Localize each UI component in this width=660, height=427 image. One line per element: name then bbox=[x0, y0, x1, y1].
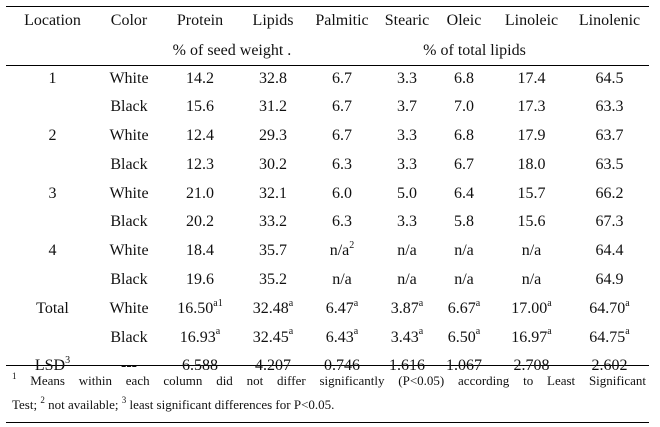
cell-location bbox=[6, 324, 99, 353]
cell-color: Black bbox=[110, 98, 148, 116]
superscript-mark: a bbox=[547, 326, 552, 338]
total-row bbox=[6, 295, 649, 324]
cell-linoleic: 15.6 bbox=[517, 213, 546, 231]
cell-linoleic: n/a bbox=[521, 271, 542, 289]
header-palmitic: Palmitic bbox=[315, 12, 369, 29]
cell-location: 1 bbox=[48, 69, 57, 87]
cell-lipids: 33.2 bbox=[259, 213, 287, 231]
superscript-mark: a bbox=[475, 297, 481, 309]
cell-palmitic: 6.7 bbox=[332, 127, 352, 145]
header-linolenic: Linolenic bbox=[578, 12, 641, 29]
cell-protein: 20.2 bbox=[186, 213, 214, 231]
table-footnote bbox=[12, 369, 646, 417]
cell-protein: 12.3 bbox=[186, 155, 214, 173]
cell-lipids: 31.2 bbox=[259, 98, 287, 116]
superscript-mark: a bbox=[625, 326, 630, 338]
footnote-bottom-rule bbox=[6, 422, 649, 423]
cell-protein: 19.6 bbox=[186, 271, 214, 289]
cell-protein: 16.93$^a$ bbox=[179, 326, 221, 346]
cell-linoleic: 16.97$^a$ bbox=[511, 326, 552, 346]
cell-color: Black bbox=[110, 213, 148, 231]
cell-location bbox=[6, 266, 99, 295]
superscript-mark: a bbox=[353, 326, 359, 338]
unit-total-lipids: % of total lipids bbox=[423, 41, 526, 59]
superscript-mark: a1 bbox=[213, 297, 223, 309]
cell-protein: 12.4 bbox=[186, 127, 214, 145]
cell-stearic: 3.3 bbox=[397, 127, 417, 145]
cell-linoleic: 17.9 bbox=[517, 127, 546, 145]
table-row bbox=[6, 180, 649, 209]
cell-linolenic: 63.3 bbox=[595, 98, 624, 116]
footnote-mark-1: 1 bbox=[12, 370, 17, 381]
total-row bbox=[6, 324, 649, 353]
cell-color: White bbox=[109, 127, 149, 145]
cell-oleic: n/a bbox=[454, 242, 474, 260]
superscript-mark: a bbox=[418, 297, 424, 309]
cell-linolenic: 64.5 bbox=[595, 69, 624, 87]
cell-stearic: 3.3 bbox=[397, 155, 417, 173]
cell-lipids: 32.45$^a$ bbox=[252, 326, 294, 346]
table-row bbox=[6, 208, 649, 237]
superscript-mark: a bbox=[547, 297, 552, 309]
cell-stearic: 3.3 bbox=[397, 69, 417, 87]
cell-location bbox=[6, 208, 99, 237]
cell-color: Black bbox=[110, 328, 148, 346]
cell-linoleic: n/a bbox=[521, 242, 542, 260]
cell-lipids: 32.1 bbox=[259, 184, 287, 202]
table-body bbox=[6, 65, 649, 353]
cell-oleic: 6.8 bbox=[454, 69, 474, 87]
cell-palmitic: 6.0 bbox=[332, 184, 352, 202]
cell-protein: 21.0 bbox=[186, 184, 214, 202]
lsd-lipids: 4.207 bbox=[255, 357, 291, 375]
cell-location bbox=[6, 93, 99, 122]
cell-palmitic: $n/a^2$ bbox=[329, 239, 355, 260]
seed-composition-table bbox=[6, 7, 649, 381]
cell-oleic: 6.8 bbox=[454, 127, 474, 145]
cell-stearic: 3.3 bbox=[397, 213, 417, 231]
footnote-mark-3: 3 bbox=[121, 394, 127, 405]
superscript-mark: a bbox=[475, 326, 481, 338]
table-row bbox=[6, 65, 649, 94]
lsd-palmitic: 0.746 bbox=[324, 357, 360, 375]
table-row bbox=[6, 151, 649, 180]
cell-linolenic: 64.4 bbox=[595, 242, 624, 260]
header-color: Color bbox=[110, 12, 148, 29]
cell-stearic: 5.0 bbox=[397, 184, 417, 202]
cell-oleic: 7.0 bbox=[454, 98, 474, 116]
superscript-mark: a bbox=[418, 326, 424, 338]
lsd-color: --- bbox=[121, 357, 137, 375]
cell-linolenic: 66.2 bbox=[595, 184, 624, 202]
cell-palmitic: 6.3 bbox=[332, 155, 352, 173]
cell-linolenic: 64.75$^a$ bbox=[589, 326, 630, 346]
footnote-line-2: Test; $^2$ not available; $^3$ least significant differences for P<0.05. bbox=[12, 394, 335, 412]
cell-color: White bbox=[109, 242, 149, 260]
cell-color: Black bbox=[110, 271, 148, 289]
cell-protein: 14.2 bbox=[186, 69, 214, 87]
cell-lipids: 29.3 bbox=[259, 127, 287, 145]
cell-linolenic: 67.3 bbox=[595, 213, 624, 231]
superscript-mark: a bbox=[353, 297, 359, 309]
cell-lipids: 32.8 bbox=[259, 69, 287, 87]
table-row bbox=[6, 122, 649, 151]
cell-linoleic: 18.0 bbox=[517, 155, 546, 173]
lsd-linoleic: 2.708 bbox=[513, 357, 550, 375]
cell-color: Black bbox=[110, 155, 148, 173]
cell-stearic: 3.7 bbox=[397, 98, 417, 116]
cell-location: Total bbox=[36, 299, 69, 317]
header-linoleic: Linoleic bbox=[504, 12, 559, 29]
cell-palmitic: 6.47$^a$ bbox=[325, 297, 359, 317]
lsd-protein: 6.588 bbox=[182, 357, 218, 375]
cell-palmitic: 6.43$^a$ bbox=[325, 326, 359, 346]
cell-palmitic: 6.7 bbox=[332, 98, 352, 116]
cell-oleic: 6.50$^a$ bbox=[447, 326, 481, 346]
cell-lipids: 30.2 bbox=[259, 155, 287, 173]
cell-linoleic: 17.00$^a$ bbox=[511, 297, 552, 317]
cell-color: White bbox=[109, 69, 149, 87]
superscript-mark: a bbox=[215, 326, 221, 338]
cell-stearic: 3.87$^a$ bbox=[390, 297, 424, 317]
header-location: Location bbox=[24, 12, 81, 29]
cell-stearic: n/a bbox=[397, 271, 417, 289]
lsd-linolenic: 2.602 bbox=[591, 357, 628, 375]
cell-linolenic: 64.9 bbox=[595, 271, 624, 289]
cell-linoleic: 15.7 bbox=[517, 184, 546, 202]
table-row bbox=[6, 266, 649, 295]
cell-location: 2 bbox=[48, 127, 57, 145]
cell-protein: 18.4 bbox=[186, 242, 214, 260]
header-row bbox=[6, 7, 649, 36]
superscript-mark: 2 bbox=[349, 239, 355, 251]
cell-palmitic: 6.7 bbox=[332, 69, 352, 87]
cell-location: 4 bbox=[48, 242, 57, 260]
header-protein: Protein bbox=[176, 12, 224, 29]
cell-stearic: 3.43$^a$ bbox=[390, 326, 424, 346]
cell-linoleic: 17.4 bbox=[517, 69, 546, 87]
lsd-oleic: 1.067 bbox=[446, 357, 482, 375]
footnote-line-1: $^1$ Means within each column did not differ significantly (P<0.05) according to Least Significant bbox=[12, 370, 646, 388]
cell-linolenic: 64.70$^a$ bbox=[589, 297, 630, 317]
header-oleic: Oleic bbox=[446, 12, 482, 29]
cell-oleic: 6.7 bbox=[454, 155, 474, 173]
cell-lipids: 35.7 bbox=[259, 242, 287, 260]
unit-seed-weight: % of seed weight . bbox=[172, 41, 292, 59]
lsd-label: LSD$^3$ bbox=[34, 355, 71, 375]
cell-protein: 15.6 bbox=[186, 98, 214, 116]
header-lipids: Lipids bbox=[252, 12, 294, 29]
units-row bbox=[6, 36, 649, 65]
cell-oleic: 5.8 bbox=[454, 213, 474, 231]
cell-location bbox=[6, 151, 99, 180]
cell-linolenic: 63.7 bbox=[595, 127, 624, 145]
cell-palmitic: n/a bbox=[332, 271, 352, 289]
superscript-mark: a bbox=[625, 297, 630, 309]
cell-protein: $16.50^{a1}$ bbox=[177, 297, 223, 317]
footnote-mark-2: 2 bbox=[40, 394, 45, 405]
cell-lipids: 32.48$^a$ bbox=[252, 297, 294, 317]
cell-linoleic: 17.3 bbox=[517, 98, 546, 116]
table-row bbox=[6, 93, 649, 122]
cell-oleic: 6.4 bbox=[454, 184, 474, 202]
header-stearic: Stearic bbox=[384, 12, 430, 29]
cell-color: White bbox=[109, 184, 149, 202]
cell-stearic: n/a bbox=[397, 242, 417, 260]
superscript-mark: a bbox=[288, 297, 294, 309]
lsd-footnote-mark: 3 bbox=[65, 355, 71, 367]
table-row bbox=[6, 237, 649, 266]
cell-linolenic: 63.5 bbox=[595, 155, 624, 173]
cell-palmitic: 6.3 bbox=[332, 213, 352, 231]
cell-oleic: n/a bbox=[454, 271, 474, 289]
cell-lipids: 35.2 bbox=[259, 271, 287, 289]
cell-oleic: 6.67$^a$ bbox=[447, 297, 481, 317]
cell-color: White bbox=[109, 299, 149, 317]
superscript-mark: a bbox=[288, 326, 294, 338]
cell-location: 3 bbox=[48, 184, 57, 202]
lsd-stearic: 1.616 bbox=[389, 357, 425, 375]
